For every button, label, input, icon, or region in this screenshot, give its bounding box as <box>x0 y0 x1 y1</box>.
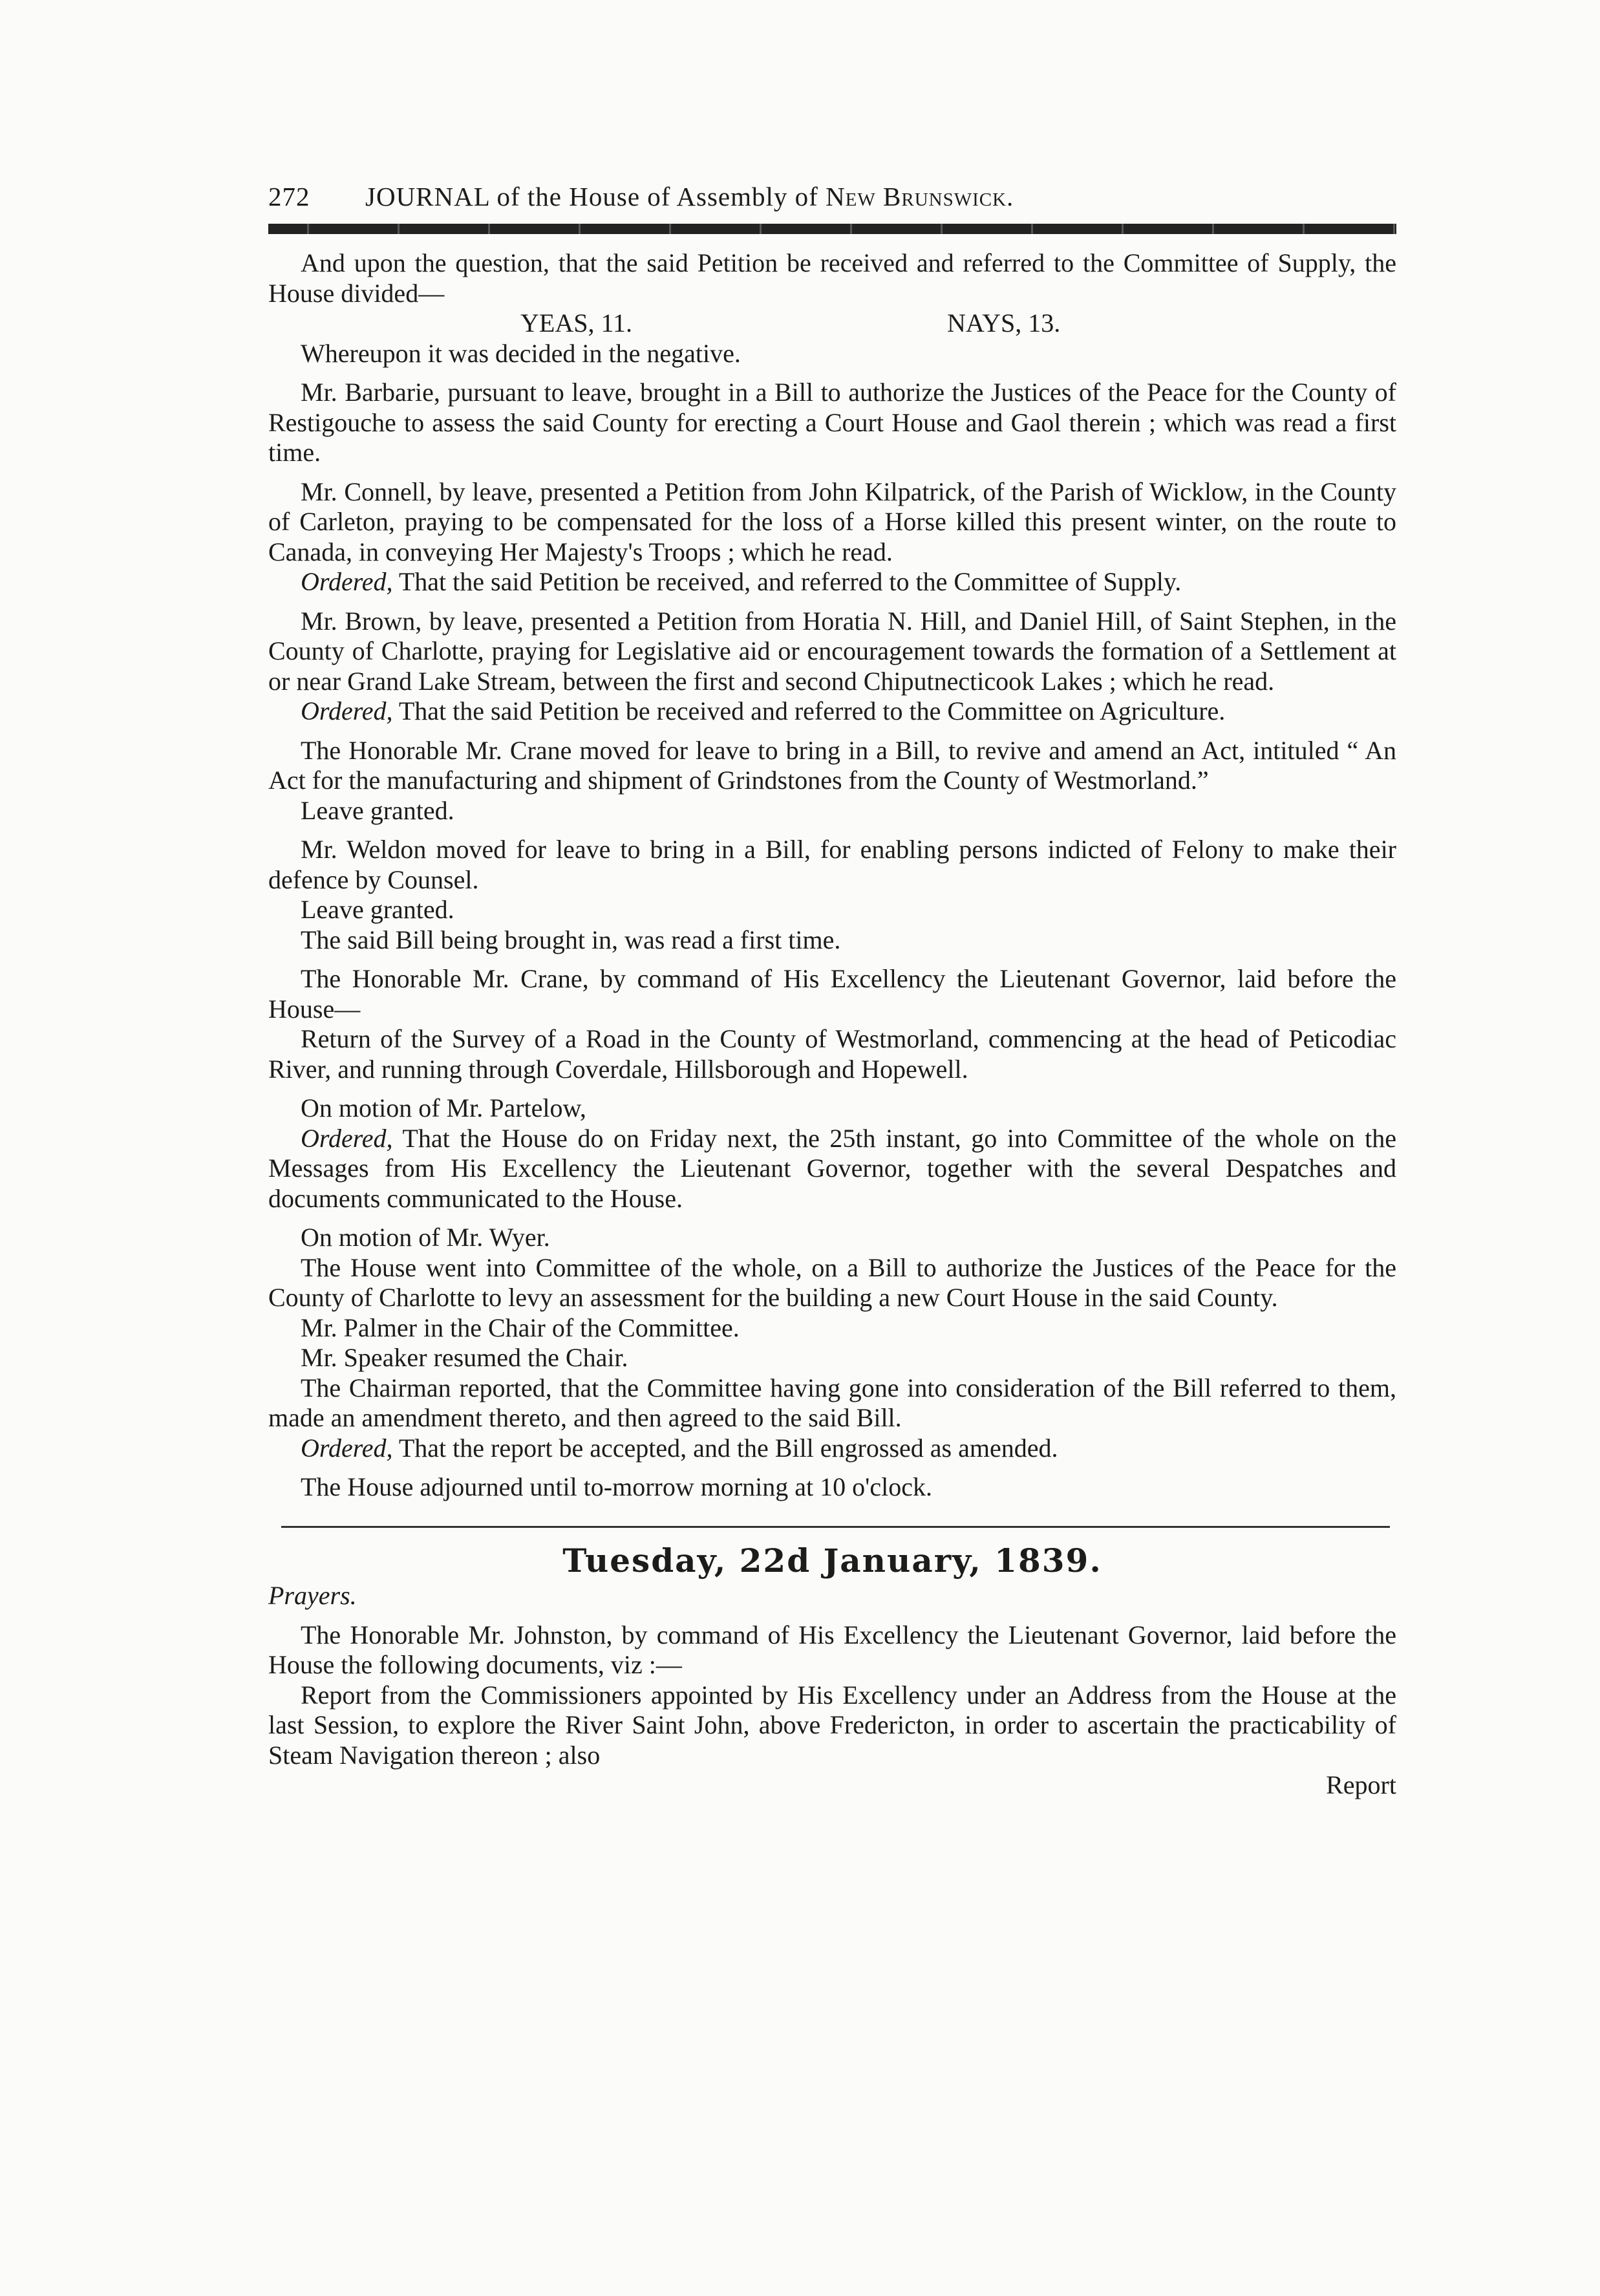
ordered-paragraph: Ordered, That the said Petition be received and referred to the Committee on Agriculture. <box>301 696 1226 725</box>
ordered-paragraph: Ordered, That the said Petition be received, and referred to the Committee of Supply. <box>301 567 1182 596</box>
prayers-label: Prayers. <box>268 1581 357 1610</box>
paragraph: Mr. Palmer in the Chair of the Committee. <box>301 1313 740 1342</box>
paragraph: The Chairman reported, that the Committee having gone into consideration of the Bill referred to them, made an amendment thereto, and then agreed to the said Bill. <box>268 1373 1396 1432</box>
paragraph: And upon the question, that the said Petition be received and referred to the Committee of Supply, the House divided— <box>268 248 1396 308</box>
paragraph: The House adjourned until to-morrow morning at 10 o'clock. <box>301 1472 932 1501</box>
paragraph: The Honorable Mr. Johnston, by command of His Excellency the Lieutenant Governor, laid before the House the following documents, viz :— <box>268 1620 1396 1679</box>
paragraph: Mr. Barbarie, pursuant to leave, brought in a Bill to authorize the Justices of the Peace for the County of Restigouche to assess the said County for erecting a Court House and Gaol therein ; which was read a first time. <box>268 378 1396 467</box>
journal-body <box>268 248 1396 1801</box>
vote-tally <box>268 308 1396 339</box>
paragraph: The House went into Committee of the whole, on a Bill to authorize the Justices of the Peace for the County of Charlotte to levy an assessment for the building a new Court House in the said County. <box>268 1252 1396 1312</box>
running-header <box>268 181 1396 217</box>
paragraph: The Honorable Mr. Crane, by command of His Excellency the Lieutenant Governor, laid before the House— <box>268 964 1396 1024</box>
paragraph: The Honorable Mr. Crane moved for leave to bring in a Bill, to revive and amend an Act, intituled “ An Act for the manufacturing and shipment of Grindstones from the County of Westmorland.” <box>268 735 1396 795</box>
paragraph: The said Bill being brought in, was read a first time. <box>301 925 841 954</box>
header-rule <box>268 224 1396 234</box>
paragraph: Whereupon it was decided in the negative. <box>301 338 741 368</box>
section-rule <box>281 1526 1390 1528</box>
date-heading: Tuesday, 22d January, 1839. <box>562 1541 1102 1580</box>
paragraph: Mr. Brown, by leave, presented a Petition from Horatia N. Hill, and Daniel Hill, of Saint Stephen, in the County of Charlotte, praying for Legislative aid or encouragement towards the formation of a Settlement at or near Grand Lake Stream, between the first and second Chiputnecticook Lakes ; which he read. <box>268 606 1396 696</box>
paragraph: On motion of Mr. Wyer. <box>301 1223 550 1252</box>
paragraph: Mr. Speaker resumed the Chair. <box>301 1343 628 1372</box>
paragraph: On motion of Mr. Partelow, <box>301 1093 586 1122</box>
paragraph: Mr. Weldon moved for leave to bring in a Bill, for enabling persons indicted of Felony to make their defence by Counsel. <box>268 835 1396 894</box>
paragraph: Leave granted. <box>301 795 454 825</box>
ordered-paragraph: Ordered, That the House do on Friday next, the 25th instant, go into Committee of the whole on the Messages from His Excellency the Lieutenant Governor, together with the several Despatches and documents communicated to the House. <box>268 1123 1397 1213</box>
paragraph: Return of the Survey of a Road in the County of Westmorland, commencing at the head of Peticodiac River, and running through Coverdale, Hillsborough and Hopewell. <box>268 1024 1396 1084</box>
journal-title: JOURNAL of the House of Assembly of New Brunswick. <box>365 182 1014 211</box>
paragraph: Mr. Connell, by leave, presented a Petition from John Kilpatrick, of the Parish of Wicklow, in the County of Carleton, praying to be compensated for the loss of a Horse killed this present winter, on the route to Canada, in conveying Her Majesty's Troops ; which he read. <box>268 477 1396 566</box>
paragraph: Report from the Commissioners appointed by His Excellency under an Address from the House at the last Session, to explore the River Saint John, above Fredericton, in order to ascertain the practicability of Steam Navigation thereon ; also <box>268 1680 1396 1770</box>
paragraph: Leave granted. <box>301 895 454 924</box>
nays-count: NAYS, 13. <box>947 308 1061 338</box>
page-number: 272 <box>268 182 310 211</box>
journal-page <box>268 181 1396 1801</box>
catchword: Report <box>1326 1770 1396 1799</box>
yeas-count: YEAS, 11. <box>520 308 632 338</box>
ordered-paragraph: Ordered, That the report be accepted, and the Bill engrossed as amended. <box>301 1433 1058 1463</box>
